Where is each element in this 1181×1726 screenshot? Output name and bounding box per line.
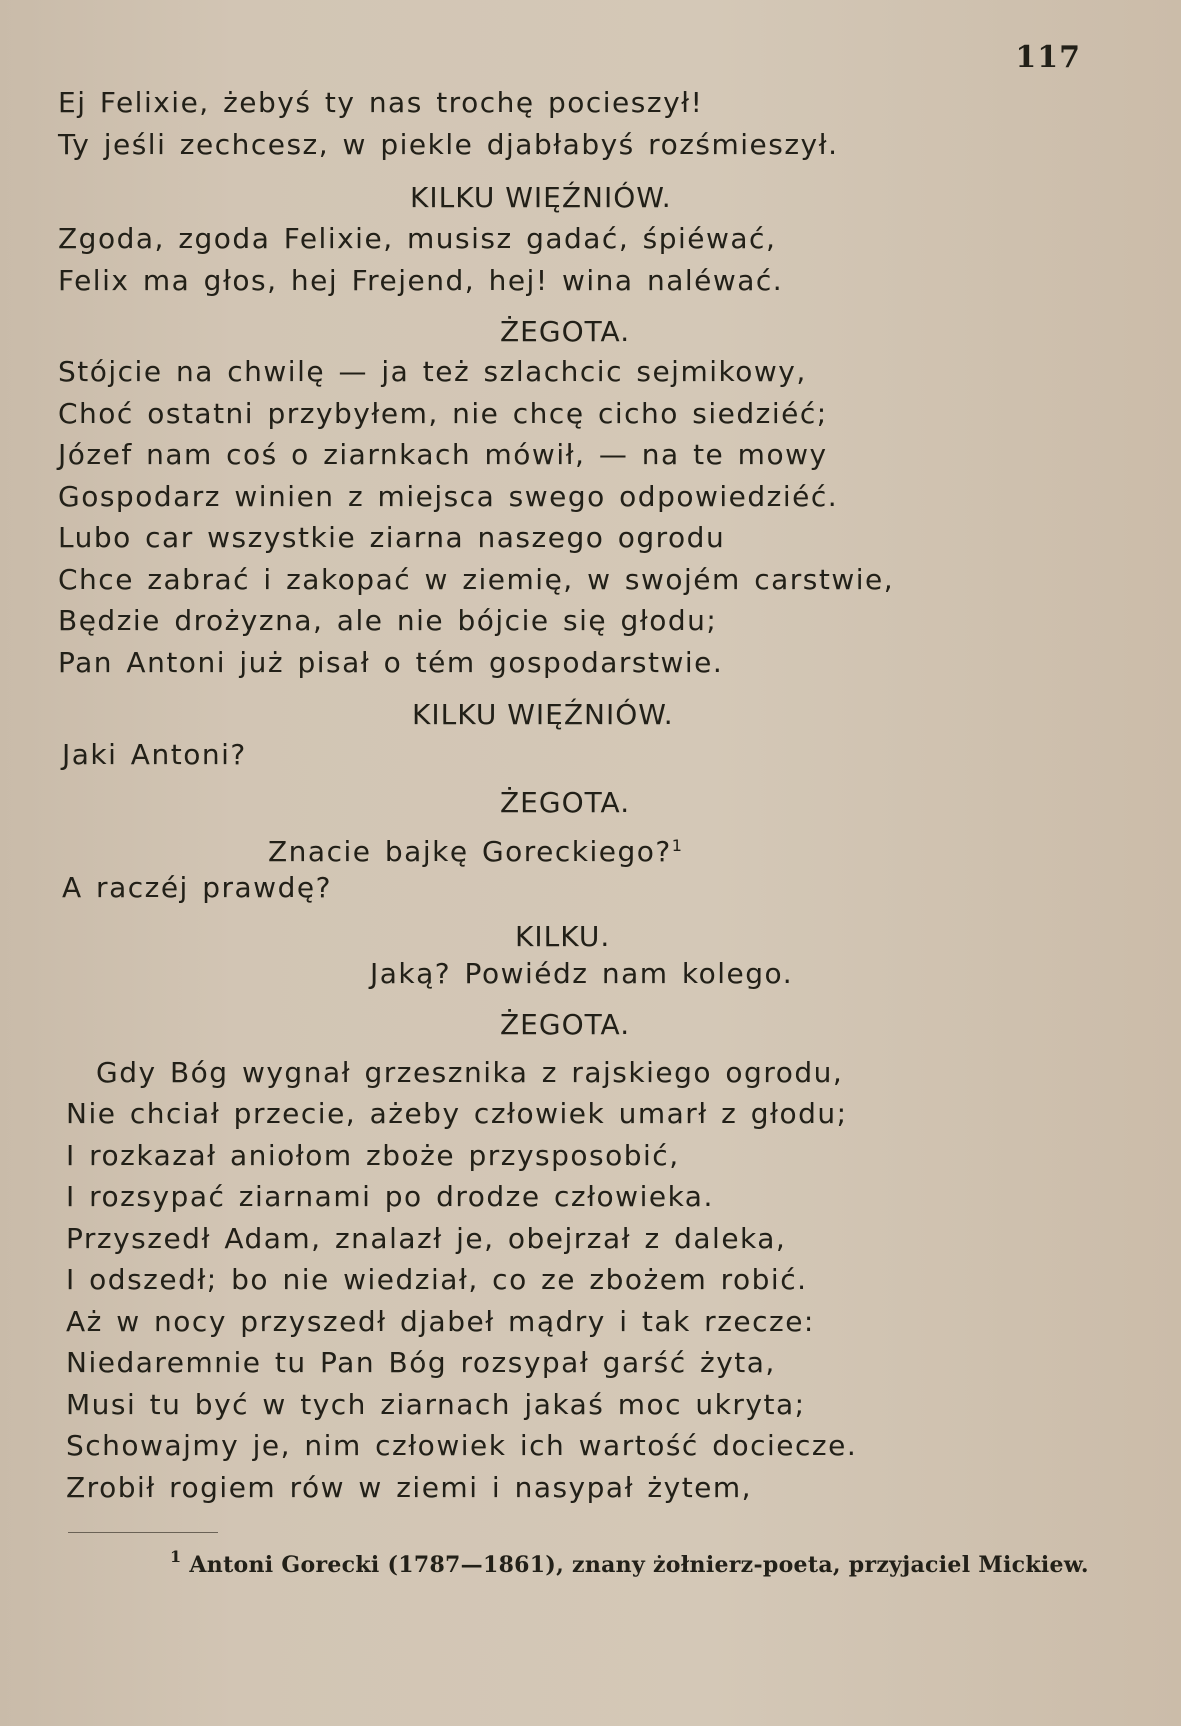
speaker-heading: KILKU. (515, 920, 611, 953)
verse-line: Będzie drożyzna, ale nie bójcie się głodu; (58, 604, 718, 637)
speaker-heading: ŻEGOTA. (500, 315, 631, 348)
verse-line: Jaką? Powiédz nam kolego. (370, 957, 794, 990)
verse-line: Stójcie na chwilę — ja też szlachcic sejmikowy, (58, 355, 807, 388)
verse-line: A raczéj prawdę? (62, 871, 332, 904)
verse-line: Zgoda, zgoda Felixie, musisz gadać, śpiéwać, (58, 222, 777, 255)
verse-line: I rozkazał aniołom zboże przysposobić, (66, 1139, 680, 1172)
speaker-heading: KILKU WIĘŹNIÓW. (412, 698, 674, 731)
verse-line: Jaki Antoni? (62, 738, 247, 771)
footnote-reference: 1 (671, 836, 684, 855)
page-number: 117 (1015, 40, 1081, 75)
footnote-text: Antoni Gorecki (1787—1861), znany żołnierz-poeta, przyjaciel Mickiew. (189, 1552, 1089, 1578)
speaker-heading: ŻEGOTA. (500, 786, 631, 819)
verse-line: Chce zabrać i zakopać w ziemię, w swojém carstwie, (58, 563, 895, 596)
verse-line: Choć ostatni przybyłem, nie chcę cicho siedziéć; (58, 397, 828, 430)
footnote-divider (68, 1532, 218, 1533)
verse-line: Ej Felixie, żebyś ty nas trochę pocieszył! (58, 86, 704, 119)
verse-text: Znacie bajkę Goreckiego? (268, 835, 672, 868)
verse-line: Felix ma głos, hej Frejend, hej! wina naléwać. (58, 264, 784, 297)
speaker-heading: KILKU WIĘŹNIÓW. (410, 181, 672, 214)
verse-line: I odszedł; bo nie wiedział, co ze zbożem robić. (66, 1263, 808, 1296)
verse-line: Zrobił rogiem rów w ziemi i nasypał żytem, (66, 1471, 753, 1504)
verse-line: Niedaremnie tu Pan Bóg rozsypał garść żyta, (66, 1346, 776, 1379)
verse-line: Aż w nocy przyszedł djabeł mądry i tak rzecze: (66, 1305, 815, 1338)
verse-line: Pan Antoni już pisał o tém gospodarstwie. (58, 646, 724, 679)
footnote-marker: 1 (170, 1547, 182, 1566)
verse-line (268, 829, 683, 869)
verse-line: Przyszedł Adam, znalazł je, obejrzał z daleka, (66, 1222, 787, 1255)
verse-line: Ty jeśli zechcesz, w piekle djabłabyś rozśmieszył. (58, 128, 839, 161)
footnote (170, 1547, 1089, 1578)
verse-line: Nie chciał przecie, ażeby człowiek umarł z głodu; (66, 1097, 848, 1130)
verse-line: Gdy Bóg wygnał grzesznika z rajskiego ogrodu, (96, 1056, 844, 1089)
speaker-heading: ŻEGOTA. (500, 1008, 631, 1041)
verse-line: Musi tu być w tych ziarnach jakaś moc ukryta; (66, 1388, 806, 1421)
verse-line: Gospodarz winien z miejsca swego odpowiedziéć. (58, 480, 839, 513)
verse-line: I rozsypać ziarnami po drodze człowieka. (66, 1180, 714, 1213)
verse-line: Schowajmy je, nim człowiek ich wartość dociecze. (66, 1429, 858, 1462)
verse-line: Lubo car wszystkie ziarna naszego ogrodu (58, 521, 726, 554)
verse-line: Józef nam coś o ziarnkach mówił, — na te mowy (58, 438, 828, 471)
